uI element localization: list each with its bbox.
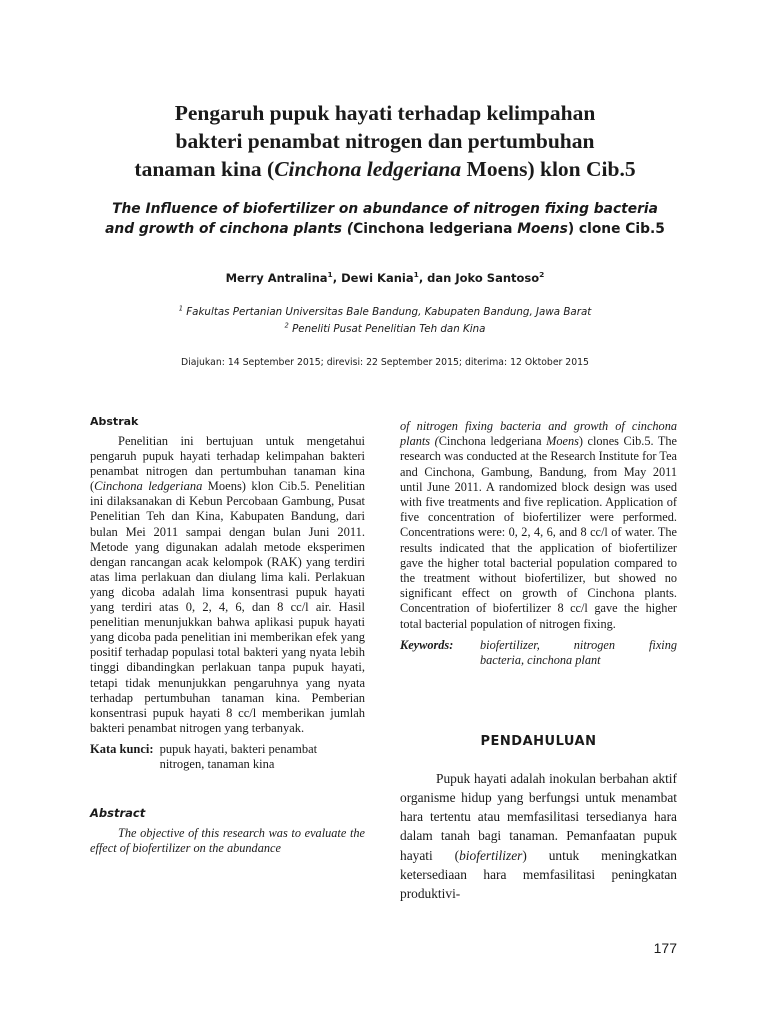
title-en-species-name: Cinchona ledgeriana xyxy=(353,221,513,237)
title-en-moens: Moens xyxy=(512,221,568,237)
affiliation-text: Peneliti Pusat Penelitian Teh dan Kina xyxy=(288,323,486,335)
title-id-line-3 xyxy=(90,155,680,183)
author-name: Joko Santoso xyxy=(455,271,540,285)
title-english xyxy=(80,199,690,239)
pendahuluan-heading: PENDAHULUAN xyxy=(480,733,597,749)
keywords-text xyxy=(480,638,677,668)
author-name: Merry Antralina xyxy=(225,271,328,285)
pendahuluan-paragraph xyxy=(400,769,677,903)
author-separator: , dan xyxy=(418,271,456,285)
title-id-line-3-pre: tanaman kina ( xyxy=(134,157,275,181)
pendahuluan-text-post: ) untuk meningkatkan ketersediaan hara memfasilitasi peningkatan produktivi- xyxy=(400,847,678,902)
affiliation-1 xyxy=(120,306,650,318)
abstract-paragraph-continued xyxy=(400,419,677,632)
abstrak-text-post: Moens) klon Cib.5. Penelitian ini dilaksanakan di Kebun Percobaan Gambung, Pusat Penelitian Teh dan Kina, Kabupaten Bandung, dari bulan Mei 2011 sampai dengan bulan Juni 2011. Metode yang digunakan adalah metode eksperimen dengan rancangan acak kelompok (RAK) yang terdiri atas lima perlakuan dan diulang lima kali. Perlakuan yang dicoba adalah lima konsentrasi pupuk hayati yang terdiri atas 0, 2, 4, 6, dan 8 cc/l air. Hasil penelitian menunjukkan bahwa aplikasi pupuk hayati yang dicoba pada penelitian ini memberikan efek yang positif terhadap populasi total bakteri yang nyata lebih tinggi dibandingkan perlakuan tanpa pupuk hayati, tetapi tidak menunjukkan pengaruhnya yang nyata terhadap pertumbuhan tanaman kina. Pemberian konsentrasi pupuk hayati 8 cc/l memberikan jumlah bakteri penambat nitrogen yang terbanyak. xyxy=(90,479,365,735)
affiliation-2 xyxy=(120,323,650,335)
abstract-moens: Moens xyxy=(541,434,579,449)
abstrak-species-name: Cinchona ledgeriana xyxy=(94,479,203,494)
author-affiliation-mark: 1 xyxy=(327,270,333,280)
abstract-paragraph-start: The objective of this research was to evaluate the effect of biofertilizer on the abundance xyxy=(90,825,365,856)
pendahuluan-text-pre: Pupuk hayati adalah inokulan berbahan aktif organisme hidup yang berfungsi untuk menambat hara tertentu atau memfasilitasi tersedianya hara dalam tanah bagi tanaman. Pemanfaatan pupuk hayati ( xyxy=(400,770,677,863)
title-en-line-2 xyxy=(80,219,690,239)
kata-kunci-label: Kata kunci: xyxy=(90,741,154,756)
kata-kunci-row xyxy=(90,742,365,772)
affiliation-mark: 2 xyxy=(284,321,289,330)
right-column xyxy=(400,419,677,903)
abstract-text-part-1: of nitrogen fixing bacteria and growth of cinchona plants ( xyxy=(400,419,677,449)
keywords-line-2: bacteria, cinchona plant xyxy=(480,652,601,667)
author-separator: , xyxy=(332,271,342,285)
abstrak-paragraph xyxy=(90,434,365,736)
title-indonesian xyxy=(90,99,680,183)
keywords-row xyxy=(400,638,677,668)
title-species-name: Cinchona ledgeriana xyxy=(274,157,462,181)
abstract-species-name: Cinchona ledgeriana xyxy=(438,434,542,449)
abstrak-heading: Abstrak xyxy=(90,415,139,428)
left-column xyxy=(90,415,365,856)
title-id-line-3-post: Moens) klon Cib.5 xyxy=(461,157,636,181)
author-list xyxy=(90,271,680,285)
author-affiliation-mark: 1 xyxy=(413,270,419,280)
author-name: Dewi Kania xyxy=(341,271,414,285)
author-affiliation-mark: 2 xyxy=(539,270,545,280)
title-en-line-2-pre: and growth of cinchona plants ( xyxy=(105,221,354,237)
title-en-line-2-post: ) clone Cib.5 xyxy=(567,221,665,237)
abstrak-text-pre: Penelitian ini bertujuan untuk mengetahui pengaruh pupuk hayati terhadap kelimpahan bakteri penambat nitrogen dan pertumbuhan tanaman kina ( xyxy=(90,434,365,494)
keywords-label: Keywords: xyxy=(400,637,454,652)
pendahuluan-biofertilizer: biofertilizer xyxy=(459,847,523,863)
title-en-line-1: The Influence of biofertilizer on abundance of nitrogen fixing bacteria xyxy=(112,201,658,217)
abstract-close-paren: ) clones Cib.5. The research was conducted at the Research Institute for Tea and Cinchona, Gambung, Bandung, from May 2011 until June 2011. A randomized block design was used with five treatments and five replication. Application of five concentration of biofertilizer were performed. Concentrations were: 0, 2, 4, 6, and 8 cc/l of water. The results indicated that the application of biofertilizer gave the higher total bacterial population compared to the treatment without biofertilizer, but showed no significant effect on growth of Cinchona plants. Concentration of biofertilizer 8 cc/l gave the higher total bacterial population of nitrogen fixing. xyxy=(400,434,677,631)
title-id-line-1: Pengaruh pupuk hayati terhadap kelimpahan xyxy=(174,101,596,125)
keywords-line-1: biofertilizer, nitrogen fixing xyxy=(480,637,677,652)
page-number: 177 xyxy=(653,940,677,956)
kata-kunci-text: pupuk hayati, bakteri penambat nitrogen, tanaman kina xyxy=(159,741,318,771)
affiliation-mark: 1 xyxy=(178,304,183,313)
abstract-heading: Abstract xyxy=(90,805,146,820)
submission-dates: Diajukan: 14 September 2015; direvisi: 22 September 2015; diterima: 12 Oktober 2015 xyxy=(181,357,589,368)
affiliation-text: Fakultas Pertanian Universitas Bale Bandung, Kabupaten Bandung, Jawa Barat xyxy=(182,306,592,318)
title-id-line-2: bakteri penambat nitrogen dan pertumbuhan xyxy=(175,129,595,153)
